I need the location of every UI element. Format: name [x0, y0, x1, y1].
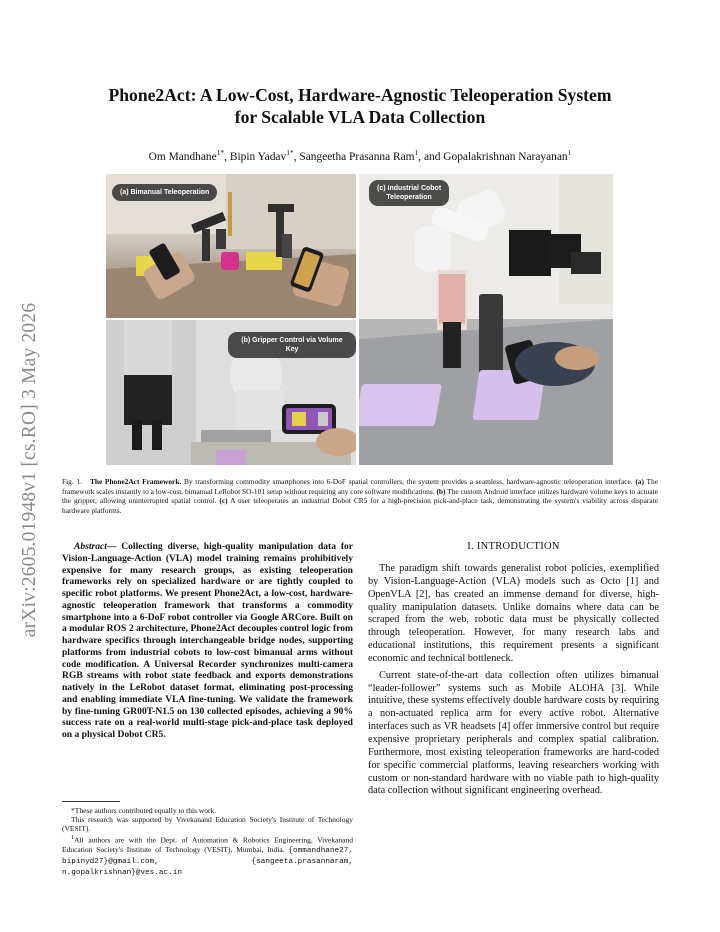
panel-b-label: (b) Gripper Control via Volume Key — [228, 332, 356, 358]
caption-marker-a: (a) — [635, 477, 644, 486]
author-affiliation-mark: 1* — [216, 148, 225, 157]
figure-panel-bimanual-photo — [106, 174, 356, 318]
author-name: Bipin Yadav — [229, 150, 287, 163]
footnote-equal-contribution: *These authors contributed equally to this work. — [71, 806, 217, 815]
footnote-affiliation-mark: 1 — [71, 834, 75, 841]
footnote-funding: This research was supported by Vivekanand Education Society's Institute of Technology (VESIT). — [62, 815, 353, 833]
author-separator: , and — [418, 150, 444, 163]
arxiv-identifier: arXiv:2605.01948v1 [cs.RO] 3 May 2026 — [19, 302, 40, 638]
intro-paragraph-1: The paradigm shift towards generalist robot policies, exemplified by Vision-Language-Action (VLA) models such as Octo [1] and OpenVLA [2], has created an immense demand for diverse, high-quality manipulation datasets. Unlike domains where data can be scraped from the web, robotic data must be physically collected through teleoperation. However, for many research labs and educational institutions, this requirement presents a significant economic and technical bottleneck. — [368, 563, 659, 664]
caption-text: By transforming commodity smartphones into 6-DoF spatial controllers, the system provides a seamless, hardware-agnostic teleoperation interface. — [181, 477, 636, 486]
figure-panel-gripper-photo — [106, 320, 356, 465]
industrial-scene-illustration — [359, 174, 613, 465]
abstract-label: Abstract — [74, 541, 107, 552]
abstract-text: Collecting diverse, high-quality manipulation data for Vision-Language-Action (VLA) model training remains prohibitively expensive for many research groups, as existing teleoperation frameworks rely on specialized hardware or are tightly coupled to specific robot platforms. We present Phone2Act, a low-cost, hardware-agnostic teleoperation framework that transforms a commodity smartphone into a 6-DoF robot controller via Google ARCore. Built on a modular ROS 2 architecture, Phone2Act decouples control logic from hardware specifics through interchangeable bridge nodes, supporting platforms from industrial cobots to low-cost bimanual arms without code modification. A Universal Recorder synchronizes multi-camera RGB streams with robot state feedback and exports demonstrations natively in the LeRobot dataset format, eliminating post-processing and enabling immediate VLA fine-tuning. We validate the framework by fine-tuning GR00T-N1.5 on 130 collected episodes, achieving a 90% success rate on a real-world multi-stage pick-and-place task deployed on a physical Dobot CR5. — [62, 541, 354, 740]
abstract-dash: — — [106, 541, 122, 552]
paper-title-line-2: for Scalable VLA Data Collection — [234, 107, 486, 127]
panel-c-label-line-1: (c) Industrial Cobot — [377, 185, 442, 192]
figure-caption — [62, 477, 658, 515]
right-column — [368, 541, 659, 798]
caption-text: The framework scales instantly to a low-cost, bimanual LeRobot SO-101 setup without requiring any core software modifications. — [62, 477, 658, 496]
figure-1 — [106, 174, 613, 465]
abstract — [62, 541, 353, 741]
author-name: Sangeetha Prasanna Ram — [299, 150, 415, 163]
author-affiliation-mark: 1 — [414, 148, 419, 157]
intro-paragraph-2: Current state-of-the-art data collection often utilizes bimanual “leader-follower” systems such as Mobile ALOHA [3]. While intuitive, these systems effectively double hardware costs by requiring a non-actuated replica arm for every active robot. Alternative interfaces such as VR headsets [4] offer immersive control but require expensive proprietary peripherals and complex spatial calibration. Furthermore, most existing teleoperation frameworks are hard-coded for specific commercial platforms, leaving researchers working with custom or non-standard hardware with no viable path to high-quality data collection without significant engineering overhead. — [368, 669, 659, 797]
author-separator: , — [224, 150, 230, 163]
author-list — [60, 148, 660, 163]
caption-title: The Phone2Act Framework. — [89, 477, 182, 486]
footnote-affiliation-text: All authors are with the Dept. of Automation & Robotics Engineering, Vivekanand Education Society's Institute of Technology (VESIT), Mumbai, India. — [62, 835, 353, 854]
paper-title-line-1: Phone2Act: A Low-Cost, Hardware-Agnostic Teleoperation System — [108, 85, 612, 105]
footnote-affiliation — [62, 833, 353, 878]
caption-marker-c: (c) — [219, 496, 228, 506]
author-name: Gopalakrishnan Narayanan — [443, 150, 568, 163]
footnote-rule — [62, 801, 120, 802]
author-separator: , — [293, 150, 300, 163]
footnotes — [62, 806, 353, 878]
panel-c-label — [369, 180, 449, 206]
author-affiliation-mark: 1* — [286, 148, 294, 157]
panel-c-label-line-2: Teleoperation — [386, 194, 432, 201]
caption-label: Fig. 1. — [62, 477, 82, 486]
figure-panel-industrial-photo — [359, 174, 613, 465]
left-column — [62, 541, 353, 741]
caption-text: A user teleoperates an industrial Dobot CR5 for a high-precision pick-and-place task, demonstrating the system's viability across disparate hardware platforms. — [62, 496, 658, 515]
section-heading-introduction: I. INTRODUCTION — [467, 541, 560, 552]
author-name: Om Mandhane — [148, 150, 217, 163]
panel-a-label: (a) Bimanual Teleoperation — [112, 184, 217, 201]
footnote-emails: {ommandhane27, bipinyd27}@gmail.com, {sangeeta.prasannaram, n.gopalkrishnan}@ves.ac.in — [62, 846, 353, 877]
paper-title — [70, 84, 650, 128]
caption-text: The custom Android interface utilizes hardware volume keys to actuate the gripper, allowing uninterrupted spatial control. — [62, 486, 658, 506]
author-affiliation-mark: 1 — [567, 148, 572, 157]
caption-marker-b: (b) — [436, 486, 446, 496]
